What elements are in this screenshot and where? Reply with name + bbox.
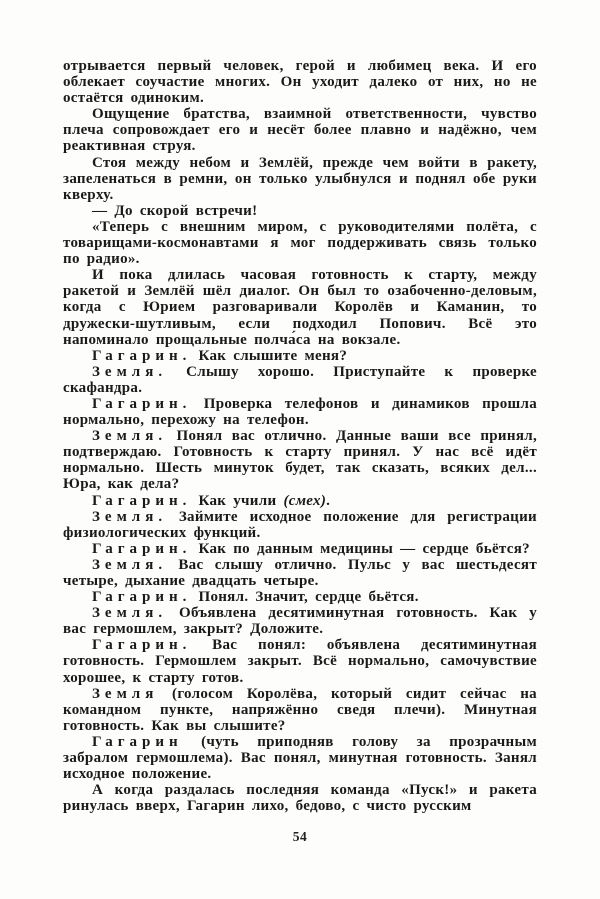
paragraph (63, 58, 537, 106)
text-block (63, 58, 537, 814)
paragraph (63, 267, 537, 347)
speaker-name: Гагарин. (92, 540, 192, 557)
paragraph (63, 203, 537, 219)
speaker-name: Земля (92, 685, 159, 702)
speaker-name: Гагарин. (92, 637, 192, 654)
text-segment: Стоя между небом и Землёй, прежде чем войти в ракету, запеленаться в ремни, он только улыбнулся и поднял обе руки кверху. (63, 154, 537, 203)
page-number: 54 (292, 829, 308, 844)
text-segment: (голосом Королёва, который сидит сейчас на командном пункте, напряжённо сведя плечи). Минутная готовность. Как вы слышите? (63, 685, 537, 734)
paragraph (63, 428, 537, 492)
text-segment: Займите исходное положение для регистрации физиологических функций. (63, 508, 537, 541)
text-segment: Объявлена десятиминутная готовность. Как у вас гермошлем, закрыт? Доложите. (63, 605, 537, 638)
text-segment: Как учили (191, 492, 284, 509)
text-segment: — До скорой встречи! (92, 202, 258, 219)
text-segment: Ощущение братства, взаимной ответственности, чувство плеча сопровождает его и несёт более плавно и надёжно, чем реактивная струя. (63, 106, 537, 155)
text-segment: Как по данным медицины — сердце бьётся? (191, 540, 530, 557)
paragraph (63, 557, 537, 589)
paragraph (63, 637, 537, 685)
text-segment: отрывается первый человек, герой и любимец века. И его облекает соучастие многих. Он уходит далеко от них, но не остаётся одиноким. (63, 58, 537, 107)
text-segment: Понял. Значит, сердце бьётся. (191, 589, 419, 606)
text-segment: (смех) (283, 492, 327, 509)
paragraph (63, 782, 537, 814)
speaker-name: Земля. (92, 508, 168, 525)
paragraph (63, 106, 537, 154)
text-segment: Проверка телефонов и динамиков прошла нормально, перехожу на телефон. (63, 395, 537, 429)
paragraph (63, 364, 537, 396)
text-segment: Слышу хорошо. Приступайте к проверке скафандра. (63, 363, 537, 396)
paragraph (63, 734, 537, 782)
text-segment: . (326, 492, 331, 509)
speaker-name: Гагарин. (92, 395, 192, 412)
speaker-name: Земля. (92, 363, 168, 380)
speaker-name: Гагарин. (92, 347, 192, 364)
text-segment: Понял вас отлично. Данные ваши все принял, подтверждаю. Готовность к старту принял. У нас всё идёт нормально. Шесть минуток будет, так сказать, всяких дел... Юра, как дела? (63, 428, 537, 493)
paragraph (63, 686, 537, 734)
text-segment: А когда раздалась последняя команда «Пуск!» и ракета ринулась вверх, Гагарин лихо, бедово, с чисто русским (63, 782, 537, 815)
paragraph (63, 605, 537, 637)
text-segment: (чуть приподняв голову за прозрачным забралом гермошлема). Вас понял, минутная готовность. Занял исходное положение. (63, 733, 537, 783)
speaker-name: Гагарин. (92, 589, 192, 606)
paragraph (63, 541, 537, 557)
speaker-name: Земля. (92, 428, 168, 445)
paragraph (63, 348, 537, 364)
paragraph (63, 155, 537, 203)
paragraph (63, 589, 537, 605)
speaker-name: Гагарин (92, 733, 183, 750)
speaker-name: Земля. (92, 605, 168, 622)
paragraph (63, 219, 537, 267)
text-segment: Как слышите меня? (191, 347, 348, 364)
text-segment: Вас понял: объявлена десятиминутная готовность. Гермошлем закрыт. Всё нормально, самочувствие хорошее, к старту готов. (63, 637, 537, 686)
paragraph (63, 493, 537, 509)
speaker-name: Гагарин. (92, 492, 192, 509)
paragraph (63, 396, 537, 428)
speaker-name: Земля. (92, 556, 168, 573)
paragraph (63, 509, 537, 541)
text-segment: Вас слышу отлично. Пульс у вас шестьдесят четыре, дыхание двадцать четыре. (63, 556, 537, 589)
text-segment: И пока длилась часовая готовность к старту, между ракетой и Землёй шёл диалог. Он был то озабоченно-деловым, когда с Юрием разговаривали Королёв и Каманин, то дружески-шутливым, если подходил Попович. Всё это напоминало прощальные полча́са на вокзале. (63, 267, 537, 348)
text-segment: «Теперь с внешним миром, с руководителями полёта, с товарищами-космонавтами я мог поддерживать связь только по радио». (63, 218, 537, 268)
